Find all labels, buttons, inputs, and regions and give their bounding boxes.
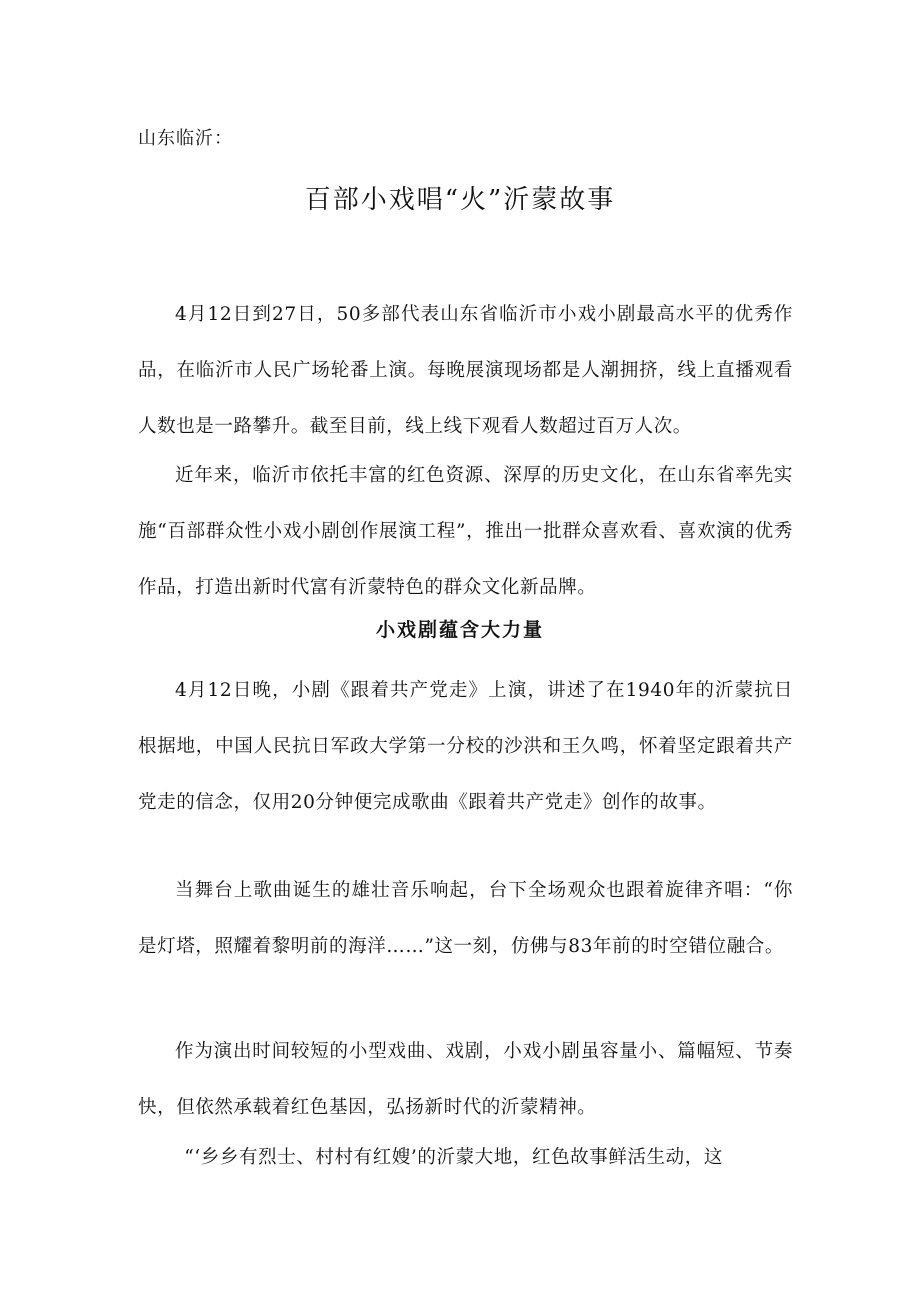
dateline-location: 山东临沂： (138, 128, 233, 149)
section-heading: 小戏剧蕴含大力量 (375, 619, 544, 641)
article-title: 百部小戏唱“火”沂蒙故事 (304, 185, 616, 215)
paragraph: 作为演出时间较短的小型戏曲、戏剧，小戏小剧虽容量小、篇幅短、节奏快，但依然承载着红色基因，弘扬新时代的沂蒙精神。 (138, 1041, 793, 1118)
paragraph: “‘乡乡有烈士、村村有红嫂’的沂蒙大地，红色故事鲜活生动，这 (184, 1147, 723, 1168)
paragraph: 4月12日晚，小剧《跟着共产党走》上演，讲述了在1940年的沂蒙抗日根据地，中国人民抗日军政大学第一分校的沙洪和王久鸣，怀着坚定跟着共产党走的信念，仅用20分钟便完成歌曲《跟着共产党走》创作的故事。 (138, 680, 793, 813)
paragraph: 近年来，临沂市依托丰富的红色资源、深厚的历史文化，在山东省率先实施“百部群众性小戏小剧创作展演工程”，推出一批群众喜欢看、喜欢演的优秀作品，打造出新时代富有沂蒙特色的群众文化新品牌。 (138, 465, 793, 598)
paragraph: 当舞台上歌曲诞生的雄壮音乐响起，台下全场观众也跟着旋律齐唱：“你是灯塔，照耀着黎明前的海洋……”这一刻，仿佛与83年前的时空错位融合。 (138, 880, 793, 957)
paragraph: 4月12日到27日，50多部代表山东省临沂市小戏小剧最高水平的优秀作品，在临沂市人民广场轮番上演。每晚展演现场都是人潮拥挤，线上直播观看人数也是一路攀升。截至目前，线上线下观看人数超过百万人次。 (138, 304, 793, 437)
